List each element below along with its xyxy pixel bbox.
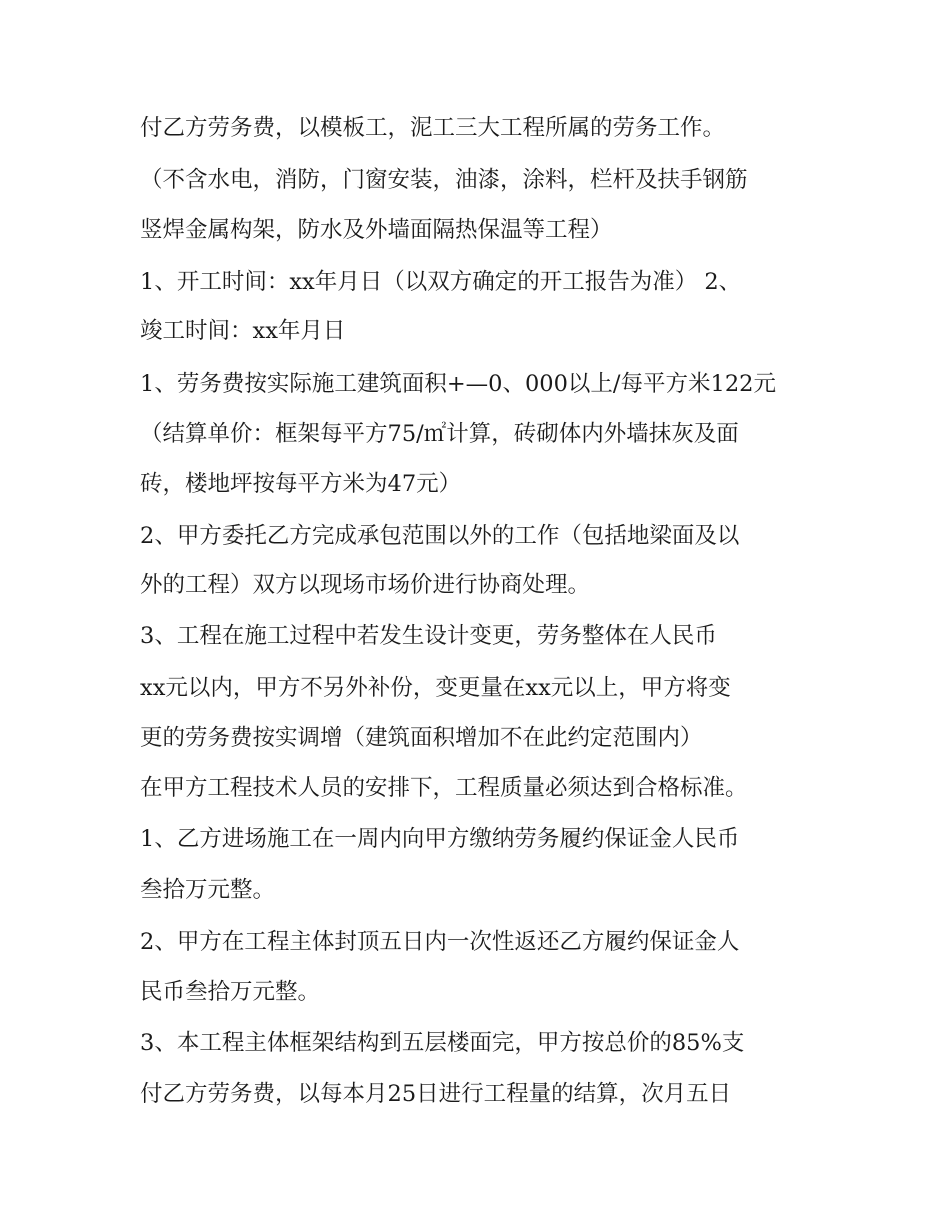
text-line: 外的工程）双方以现场市场价进行协商处理。 bbox=[140, 572, 591, 598]
text-line: （不含水电，消防，门窗安装，油漆，涂料，栏杆及扶手钢筋 bbox=[140, 167, 748, 193]
text-line: 竣工时间：xx年月日 bbox=[140, 318, 346, 344]
text-line: 叁拾万元整。 bbox=[140, 877, 276, 903]
text-line: 在甲方工程技术人员的安排下，工程质量必须达到合格标准。 bbox=[140, 775, 748, 801]
text-line: 2、甲方委托乙方完成承包范围以外的工作（包括地梁面及以 bbox=[140, 523, 740, 549]
text-line: 竖焊金属构架，防水及外墙面隔热保温等工程） bbox=[140, 217, 613, 243]
text-line: 付乙方劳务费，以每本月25日进行工程量的结算，次月五日 bbox=[140, 1081, 732, 1107]
text-line: （结算单价：框架每平方75/㎡计算，砖砌体内外墙抹灰及面 bbox=[140, 421, 739, 447]
text-line: 砖，楼地坪按每平方米为47元） bbox=[140, 471, 462, 497]
text-line: 民币叁拾万元整。 bbox=[140, 979, 321, 1005]
text-line: 2、甲方在工程主体封顶五日内一次性返还乙方履约保证金人 bbox=[140, 929, 740, 955]
text-line: 1、劳务费按实际施工建筑面积+—0、000以上/每平方米122元 bbox=[140, 371, 776, 397]
text-line: 3、本工程主体框架结构到五层楼面完，甲方按总价的85%支 bbox=[140, 1030, 745, 1056]
text-line: 1、乙方进场施工在一周内向甲方缴纳劳务履约保证金人民币 bbox=[140, 826, 740, 852]
text-line: 付乙方劳务费，以模板工，泥工三大工程所属的劳务工作。 bbox=[140, 115, 726, 141]
text-line: xx元以内，甲方不另外补份，变更量在xx元以上，甲方将变 bbox=[140, 675, 731, 701]
text-line: 1、开工时间：xx年月日（以双方确定的开工报告为准） 2、 bbox=[140, 269, 742, 295]
text-line: 3、工程在施工过程中若发生设计变更，劳务整体在人民币 bbox=[140, 623, 717, 649]
text-line: 更的劳务费按实调增（建筑面积增加不在此约定范围内） bbox=[140, 725, 703, 751]
